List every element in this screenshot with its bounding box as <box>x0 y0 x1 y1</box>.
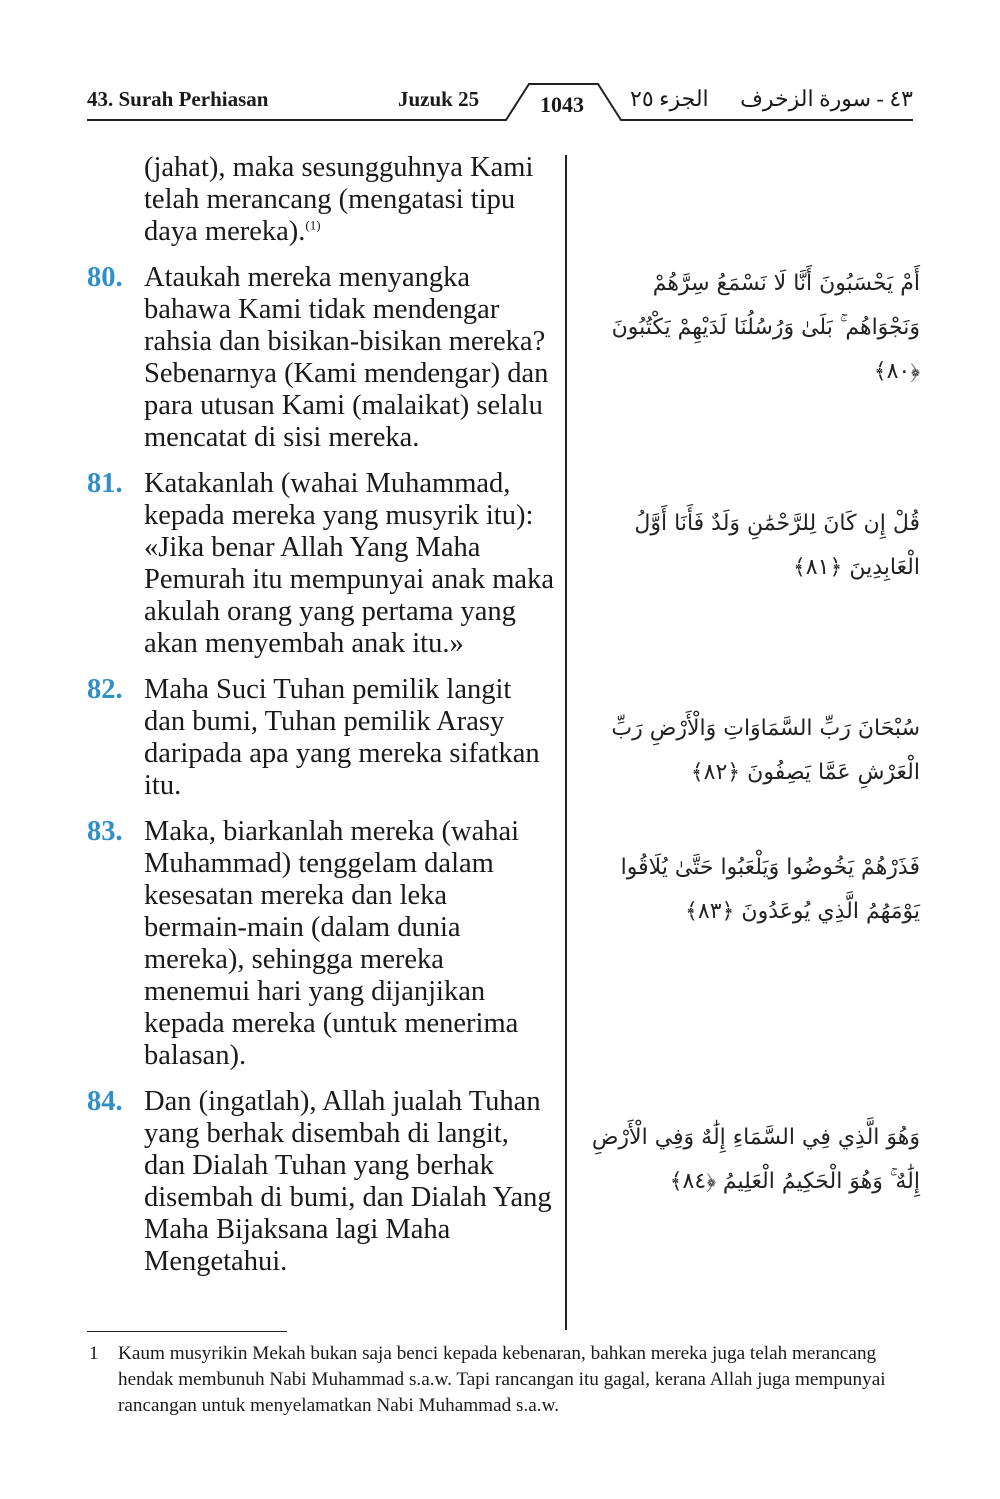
surah-arabic: ٤٣ - سورة الزخرف <box>740 86 913 111</box>
footnote-text: Kaum musyrikin Mekah bukan saja benci kepada kebenaran, bahkan mereka juga telah merancang hendak membunuh Nabi Muhammad s.a.w. Tapi rancangan itu gagal, kerana Allah juga mempunyai rancangan untuk menyelamatkan Nabi Muhammad s.a.w. <box>118 1343 886 1416</box>
juzuk-arabic: الجزء ٢٥ <box>630 86 709 111</box>
verse-number: 84. <box>87 1086 123 1117</box>
arabic-verse-80: أَمْ يَحْسَبُونَ أَنَّا لَا نَسْمَعُ سِرَّهُمْ وَنَجْوَاهُم ۚ بَلَىٰ وَرُسُلُنَا لَدَيْهِمْ يَكْتُبُونَ ﴿٨٠﴾ <box>611 271 920 384</box>
arabic-verse-83: فَذَرْهُمْ يَخُوضُوا وَيَلْعَبُوا حَتَّىٰ يُلَاقُوا يَوْمَهُمُ الَّذِي يُوعَدُونَ ﴿٨٣﴾ <box>620 855 920 924</box>
footnote-rule <box>87 1331 287 1332</box>
arabic-verse-81: قُلْ إِن كَانَ لِلرَّحْمَٰنِ وَلَدٌ فَأَنَا أَوَّلُ الْعَابِدِينَ ﴿٨١﴾ <box>634 511 920 580</box>
footnote-number: 1 <box>89 1343 99 1364</box>
verse-82 <box>87 674 557 802</box>
surah-name: 43. Surah Perhiasan <box>87 87 269 111</box>
juzuk-label: Juzuk 25 <box>398 87 480 111</box>
footnote <box>87 1341 917 1419</box>
arabic-verse-82: سُبْحَانَ رَبِّ السَّمَاوَاتِ وَالْأَرْضِ رَبِّ الْعَرْشِ عَمَّا يَصِفُونَ ﴿٨٢﴾ <box>611 716 920 785</box>
footnote-ref: (1) <box>305 217 321 233</box>
verse-translation: Maka, biarkanlah mereka (wahai Muhammad) tenggelam dalam kesesatan mereka dan leka bermain-main (dalam dunia mereka), sehingga mereka menemui hari yang dijanjikan kepada mereka (untuk menerima balasan). <box>144 816 520 1071</box>
verse-80 <box>87 262 557 454</box>
continuation-text: (jahat), maka sesungguhnya Kami telah merancang (mengatasi tipu daya mereka). <box>144 152 534 247</box>
verse-translation: Katakanlah (wahai Muhammad, kepada mereka yang musyrik itu): «Jika benar Allah Yang Maha Pemurah itu mempunyai anak maka akulah orang yang pertama yang akan menyembah anak itu.» <box>144 468 554 659</box>
page-number: 1043 <box>540 92 584 117</box>
verse-83 <box>87 816 557 1072</box>
continuation-paragraph <box>87 152 557 248</box>
translation-column <box>87 152 557 1292</box>
header-rule <box>0 0 1000 130</box>
column-divider <box>565 155 567 1330</box>
verse-84 <box>87 1086 557 1278</box>
verse-number: 80. <box>87 262 123 293</box>
verse-translation: Ataukah mereka menyangka bahawa Kami tidak mendengar rahsia dan bisikan-bisikan mereka? Sebenarnya (Kami mendengar) dan para utusan Kami (malaikat) selalu mencatat di sisi mereka. <box>144 262 549 453</box>
verse-number: 83. <box>87 816 123 847</box>
verse-translation: Maha Suci Tuhan pemilik langit dan bumi, Tuhan pemilik Arasy daripada apa yang mereka sifatkan itu. <box>144 674 540 801</box>
verse-number: 81. <box>87 468 123 499</box>
verse-81 <box>87 468 557 660</box>
verse-number: 82. <box>87 674 123 705</box>
verse-translation: Dan (ingatlah), Allah jualah Tuhan yang berhak disembah di langit, dan Dialah Tuhan yang berhak disembah di bumi, dan Dialah Yang Maha Bijaksana lagi Maha Mengetahui. <box>144 1086 552 1277</box>
arabic-verse-84: وَهُوَ الَّذِي فِي السَّمَاءِ إِلَٰهٌ وَفِي الْأَرْضِ إِلَٰهٌ ۚ وَهُوَ الْحَكِيمُ الْعَلِيمُ ﴿٨٤﴾ <box>591 1125 920 1194</box>
